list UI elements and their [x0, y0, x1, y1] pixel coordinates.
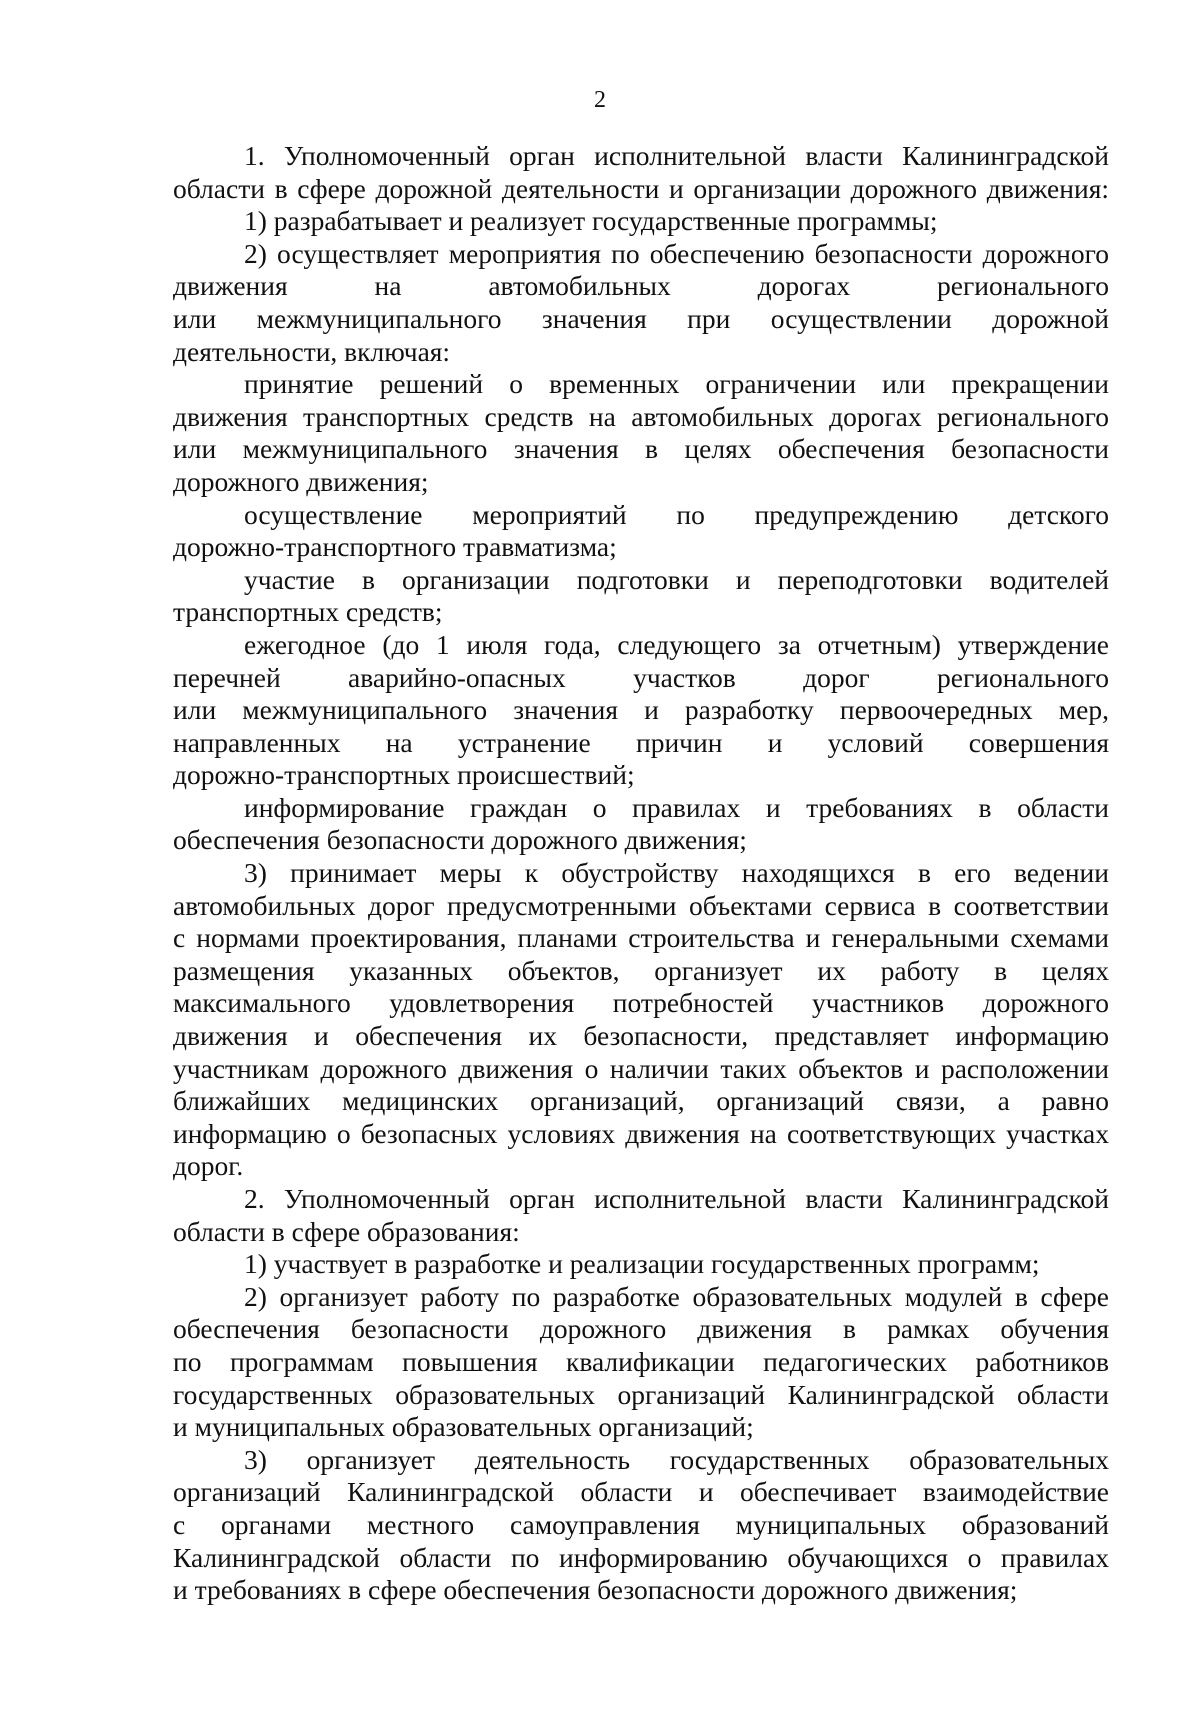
text-line: государственных образовательных организаций Калининградской области — [173, 1378, 1109, 1410]
text-line: дорожно-транспортных происшествий; — [173, 759, 635, 791]
text-line: перечней аварийно-опасных участков дорог регионального — [173, 661, 1109, 693]
text-line: информирование граждан о правилах и требованиях в области — [244, 791, 1109, 823]
text-line: осуществление мероприятий по предупреждению детского — [244, 498, 1109, 530]
text-line: области в сфере дорожной деятельности и организации дорожного движения: — [173, 172, 1109, 204]
text-line: дорог. — [173, 1150, 244, 1182]
text-line: с органами местного самоуправления муниципальных образований — [173, 1508, 1109, 1540]
text-line: дорожного движения; — [173, 465, 429, 497]
text-line: области в сфере образования: — [173, 1215, 520, 1247]
text-line: участие в организации подготовки и переподготовки водителей — [244, 563, 1109, 595]
text-line: движения транспортных средств на автомобильных дорогах регионального — [173, 400, 1109, 432]
text-line: и муниципальных образовательных организаций; — [173, 1411, 754, 1443]
text-line: по программам повышения квалификации педагогических работников — [173, 1345, 1109, 1377]
text-line: движения и обеспечения их безопасности, представляет информацию — [173, 1020, 1109, 1052]
text-line: участникам дорожного движения о наличии таких объектов и расположении — [173, 1052, 1109, 1084]
text-line: транспортных средств; — [173, 596, 443, 628]
text-line: 1) участвует в разработке и реализации государственных программ; — [244, 1248, 1040, 1280]
text-line: 3) организует деятельность государственных образовательных — [244, 1443, 1109, 1475]
document-body — [173, 140, 1109, 1607]
text-line: деятельности, включая: — [173, 335, 451, 367]
text-line: 2) организует работу по разработке образовательных модулей в сфере — [244, 1280, 1109, 1312]
page-number: 2 — [594, 87, 606, 113]
text-line: направленных на устранение причин и условий совершения — [173, 726, 1109, 758]
text-line: автомобильных дорог предусмотренными объектами сервиса в соответствии — [173, 889, 1109, 921]
text-line: движения на автомобильных дорогах регионального — [173, 270, 1109, 302]
text-line: 1) разрабатывает и реализует государственные программы; — [244, 205, 938, 237]
text-line: дорожно-транспортного травматизма; — [173, 531, 617, 563]
text-line: 2. Уполномоченный орган исполнительной власти Калининградской — [244, 1183, 1109, 1214]
text-line: или межмуниципального значения и разработку первоочередных мер, — [173, 694, 1109, 726]
text-line: обеспечения безопасности дорожного движения; — [173, 824, 747, 856]
text-line: информацию о безопасных условиях движения на соответствующих участках — [173, 1117, 1109, 1149]
text-line: максимального удовлетворения потребностей участников дорожного — [173, 987, 1109, 1019]
text-line: обеспечения безопасности дорожного движения в рамках обучения — [173, 1313, 1109, 1345]
text-line: принятие решений о временных ограничении или прекращении — [244, 368, 1109, 400]
text-line: или межмуниципального значения в целях обеспечения безопасности — [173, 433, 1109, 465]
text-line: размещения указанных объектов, организует их работу в целях — [173, 954, 1109, 986]
text-line: Калининградской области по информированию обучающихся о правилах — [173, 1541, 1109, 1573]
text-line: с нормами проектирования, планами строительства и генеральными схемами — [173, 922, 1109, 954]
text-line: и требованиях в сфере обеспечения безопасности дорожного движения; — [173, 1574, 1018, 1606]
text-line: 2) осуществляет мероприятия по обеспечению безопасности дорожного — [244, 237, 1109, 269]
text-line: организаций Калининградской области и обеспечивает взаимодействие — [173, 1476, 1109, 1508]
text-line: или межмуниципального значения при осуществлении дорожной — [173, 302, 1109, 334]
text-line: ежегодное (до 1 июля года, следующего за отчетным) утверждение — [244, 628, 1109, 660]
text-line: ближайших медицинских организаций, организаций связи, а равно — [173, 1085, 1109, 1117]
text-line: 1. Уполномоченный орган исполнительной власти Калининградской — [244, 140, 1109, 171]
text-line: 3) принимает меры к обустройству находящихся в его ведении — [244, 857, 1109, 889]
